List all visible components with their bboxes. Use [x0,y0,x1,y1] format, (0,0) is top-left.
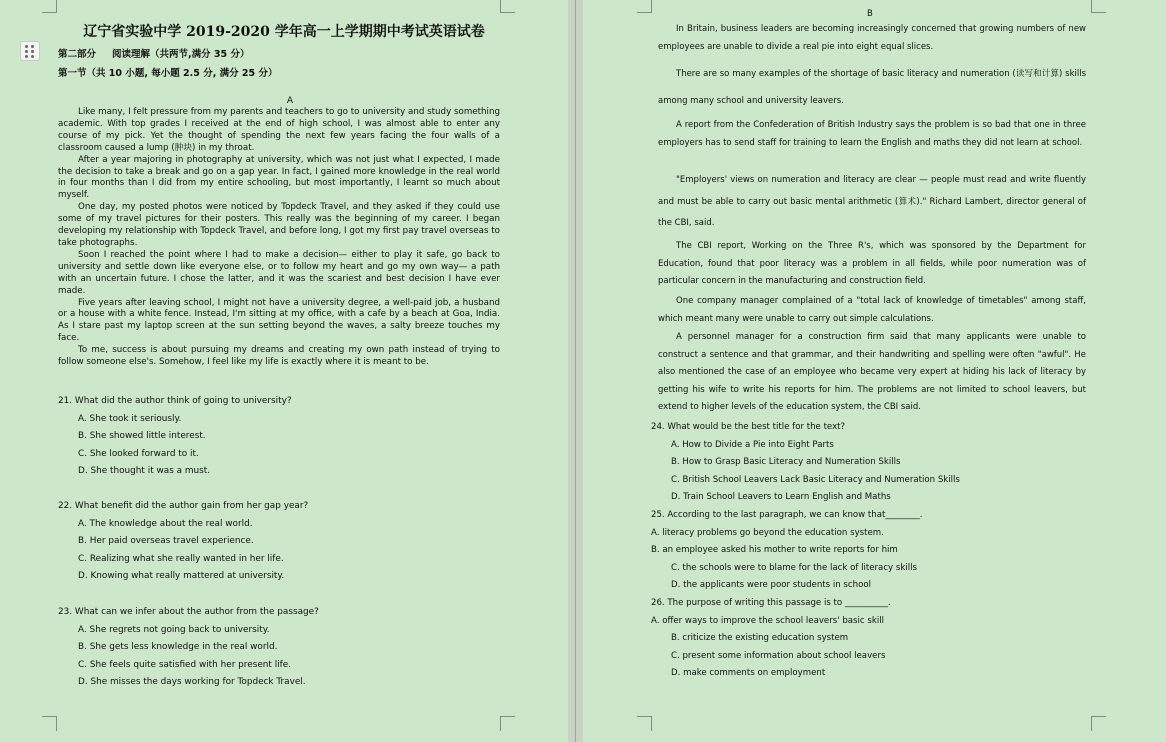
paragraph-text: A report from the Confederation of British Industry says the problem is so bad that one in three employers has to send staff for training to learn the English and maths they did not learn at school. [658,120,1086,148]
crop-mark [500,716,515,731]
passage-label-b: B [867,9,873,19]
paragraph [658,329,1086,417]
part-description: 阅读理解（共两节,满分 35 分） [112,49,250,60]
paragraph-text: One company manager complained of a "total lack of knowledge of timetables" among staff, which meant many were unable to carry out simple calculations. [658,296,1086,324]
crop-mark [500,0,515,13]
option: C. present some information about school leavers [671,650,886,661]
option: B. an employee asked his mother to write reports for him [651,545,898,556]
option: B. How to Grasp Basic Literacy and Numeration Skills [671,457,901,468]
paragraph [658,292,1086,328]
crop-mark [637,0,652,13]
paragraph: Five years after leaving school, I might not have a university degree, a well-paid job, a husband or a house with a white fence. Instead, I'm sitting at my office, with a cafe by a beach at Goa, India. As I stare past my laptop screen at the sun setting beyond the waves, a salty breeze touches my face. [58,297,500,344]
left-page [0,0,568,742]
part-label: 第二部分 [58,49,97,60]
option: C. She feels quite satisfied with her present life. [78,659,292,670]
paragraph: After a year majoring in photography at university, which was not just what I expected, I made the decision to take a break and go on a gap year. In fact, I gained more knowledge in the real world in four months than I did from my entire schooling, but most importantly, I learnt so much about myself. [58,154,500,201]
option: B. Her paid overseas travel experience. [78,536,254,547]
option: A. How to Divide a Pie into Eight Parts [671,439,834,450]
question-stem: 21. What did the author think of going to university? [58,396,292,406]
crop-mark [42,716,57,731]
drag-handle-icon[interactable] [20,41,40,61]
paragraph-text: In Britain, business leaders are becoming increasingly concerned that growing numbers of new employees are unable to divide a real pie into eight equal slices. [658,24,1086,52]
paragraph [658,116,1086,152]
option: B. She showed little interest. [78,431,206,442]
option: D. make comments on employment [671,668,826,679]
paragraph-text: "Employers' views on numeration and literacy are clear — people must read and write fluently and must be able to carry out basic mental arithmetic (算术)." Richard Lambert, director general of the CBI, said. [658,175,1086,228]
right-page [583,0,1166,742]
crop-mark [637,716,652,731]
option: A. offer ways to improve the school leavers' basic skill [651,615,884,626]
question-stem: 25. According to the last paragraph, we can know that________. [651,509,923,520]
paragraph: Soon I reached the point where I had to make a decision— either to play it safe, go back to university and settle down like everyone else, or to follow my heart and go my own way— a path with an uncertain future. I chose the latter, and it was the scariest and best decision I have ever made. [58,249,500,296]
page-gutter [568,0,583,742]
option: A. She took it seriously. [78,413,182,424]
option: B. She gets less knowledge in the real world. [78,642,278,653]
option: D. She thought it was a must. [78,466,211,477]
paragraph: One day, my posted photos were noticed by Topdeck Travel, and they asked if they could use some of my travel pictures for their posters. This really was the beginning of my career. I began developing my relationship with Topdeck Travel, and before long, I got my first pay travel overseas to take photographs. [58,202,500,248]
option: D. Train School Leavers to Learn English and Maths [671,492,891,503]
option: C. She looked forward to it. [78,448,199,459]
question-21 [58,393,292,481]
passage-label-a: A [286,96,294,106]
paragraph [658,170,1086,235]
option: A. literacy problems go beyond the education system. [651,527,884,538]
option: A. She regrets not going back to university. [78,624,270,635]
question-stem: 22. What benefit did the author gain from her gap year? [58,501,309,511]
questions-24-26 [651,419,960,683]
paragraph-text: A personnel manager for a construction firm said that many applicants were unable to construct a sentence and that grammar, and their handwriting and spelling were often "awful". He also mentioned the case of an employee who became very expert at hiding his lack of literacy by getting his wife to write his reports for him. The problems are not limited to school leavers, but extend to higher levels of the education system, the CBI said. [658,332,1086,413]
question-stem: 24. What would be the best title for the text? [651,422,846,432]
section-heading: 第一节（共 10 小题, 每小题 2.5 分, 满分 25 分） [58,68,278,79]
crop-mark [42,0,57,13]
paragraph: Like many, I felt pressure from my parents and teachers to go to university and study something academic. With top grades I received at the end of high school, I was almost able to enter any course of my pick. Yet the thought of spending the next few years facing the four walls of a classroom caused a lump (肿块) in my throat. [58,107,500,153]
option: D. She misses the days working for Topdeck Travel. [78,677,306,688]
question-22 [58,498,308,586]
part-heading [58,46,249,60]
question-23 [58,604,319,692]
option: D. the applicants were poor students in school [671,580,871,591]
paragraph-text: There are so many examples of the shortage of basic literacy and numeration (读写和计算) skills among many school and university leavers. [658,69,1086,106]
paragraph [658,21,1086,56]
option: D. Knowing what really mattered at university. [78,571,285,582]
crop-mark [1091,0,1106,13]
option: B. criticize the existing education system [671,633,849,644]
paragraph: To me, success is about pursuing my dreams and creating my own path instead of trying to follow someone else's. Somehow, I feel like my life is exactly where it is meant to be. [58,345,500,368]
option: C. British School Leavers Lack Basic Literacy and Numeration Skills [671,474,960,485]
crop-mark [1091,716,1106,731]
paragraph [658,61,1086,115]
paragraph [658,238,1086,291]
option: C. the schools were to blame for the lack of literacy skills [671,562,917,573]
document-title: 辽宁省实验中学 2019-2020 学年高一上学期期中考试英语试卷 [83,24,485,40]
option: C. Realizing what she really wanted in her life. [78,553,284,564]
question-stem: 26. The purpose of writing this passage is to __________. [651,597,891,608]
passage-a [58,107,500,369]
option: A. The knowledge about the real world. [78,518,253,529]
question-stem: 23. What can we infer about the author from the passage? [58,607,319,617]
paragraph-text: The CBI report, Working on the Three R's, which was sponsored by the Department for Education, found that poor literacy was a problem in all fields, while poor numeration was of particular concern in the manufacturing and construction field. [658,241,1086,286]
